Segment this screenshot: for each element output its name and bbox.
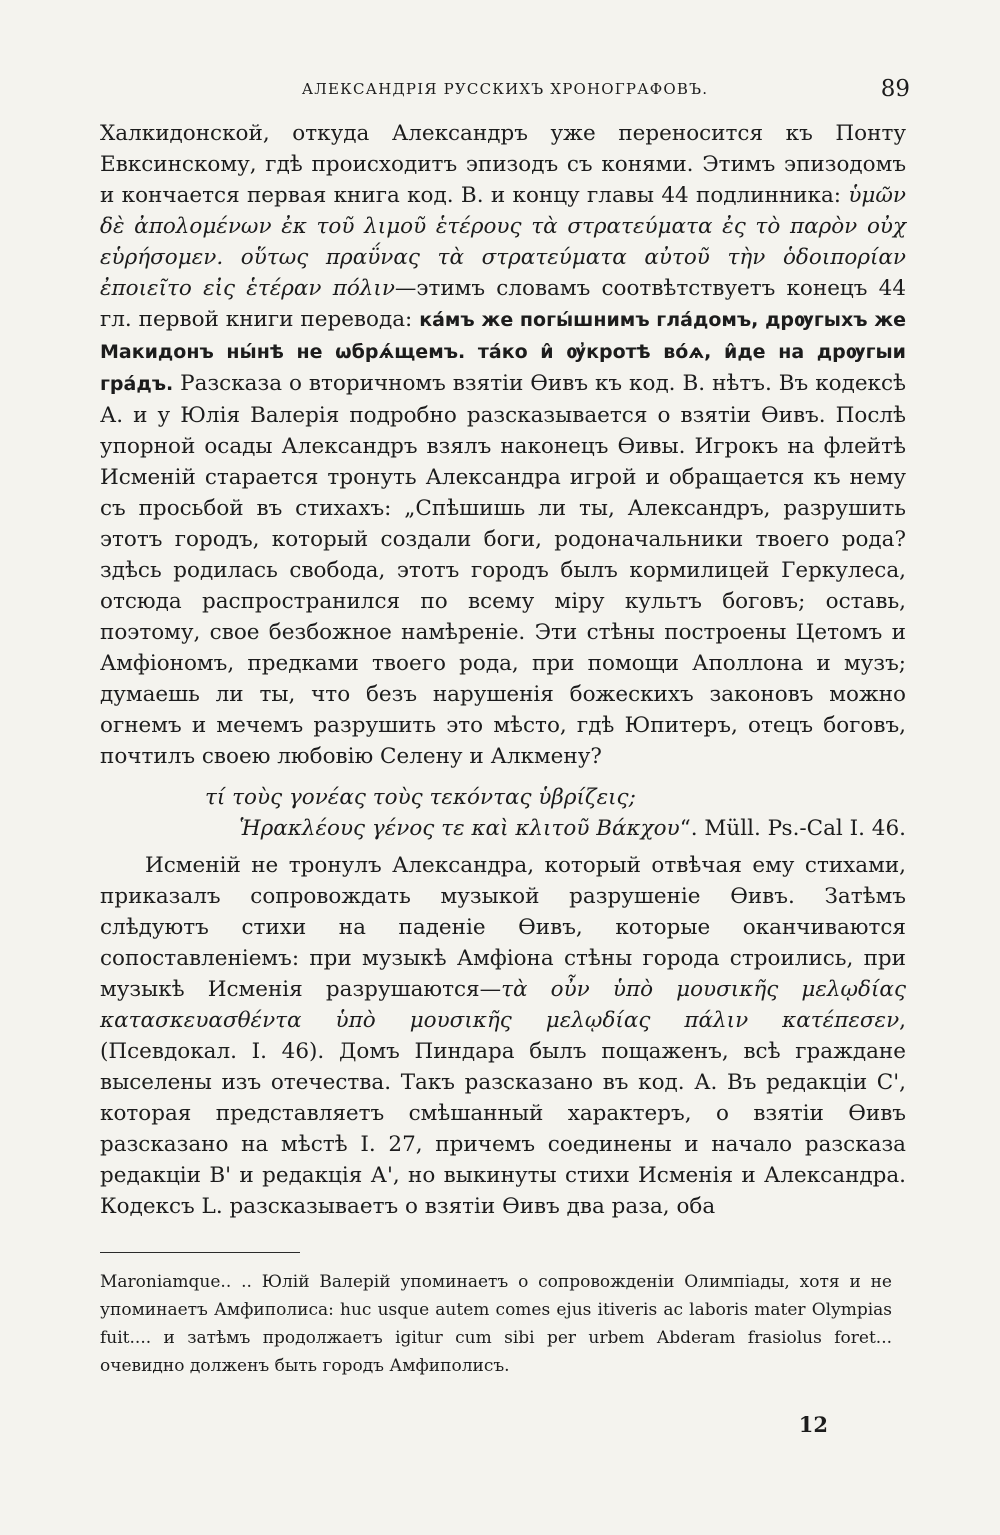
paragraph-2-text-b: , (Псевдокал. I. 46). Домъ Пиндара былъ пощаженъ, всѣ граждане выселены изъ отечества. Такъ разсказано въ код. А. Въ редакціи С', которая представляетъ смѣшанный характеръ, о взятіи Ѳивъ разсказано на мѣстѣ I. 27, причемъ соединены и начало разсказа редакціи В' и редакція А', но выкинуты стихи Исменія и Александра. Кодексъ L. разсказываетъ о взятіи Ѳивъ два раза, оба [100,1008,906,1219]
quote-line-2 [205,813,906,844]
quote-line-2-greek: Ἡρακλέους γένος τε καὶ κλιτοῦ Βάκχου [239,816,680,841]
paragraph-1-church-slavonic-citation: кáмъ же погы́шнимъ гла́домъ, дрѹгыхъ же Макидонъ ны́нѣ не ѡбрѧ́щемъ. та́ко и̂ ѹ̓кротѣ во́ѧ, и̂де на дрѹгыи гра́дъ. [100,309,906,395]
paragraph-1-text-a: Халкидонской, откуда Александръ уже переносится къ Понту Евксинскому, гдѣ происходитъ эпизодъ съ конями. Этимъ эпизодомъ и кончается первая книга код. В. и концу главы 44 подлинника: [100,121,906,208]
paragraph-1-text-b: —этимъ словамъ соотвѣтствуетъ конецъ 44 гл. первой книги перевода: [100,276,907,332]
paragraph-2 [100,850,906,1222]
running-title: АЛЕКСАНДРІЯ РУССКИХЪ ХРОНОГРАФОВЪ. [301,80,709,98]
signature-mark: 12 [798,1412,828,1437]
running-head [100,76,910,106]
paragraph-1-text-c: Разсказа о вторичномъ взятіи Ѳивъ къ код. В. нѣтъ. Въ кодексѣ А. и у Юлія Валерія подробно разсказывается о взятіи Ѳивъ. Послѣ упорной осады Александръ взялъ наконецъ Ѳивы. Игрокъ на флейтѣ Исменій старается тронуть Александра игрой и обращается къ нему съ просьбой въ стихахъ: „Спѣшишь ли ты, Александръ, разрушить этотъ городъ, который создали боги, родоначальники твоего рода? здѣсь родилась свобода, этотъ городъ былъ кормилицей Геркулеса, отсюда распространился по всему міру культъ боговъ; оставь, поэтому, свое безбожное намѣреніе. Эти стѣны построены Цетомъ и Амфіономъ, предками твоего рода, при помощи Аполлона и музъ; думаешь ли ты, что безъ нарушенія божескихъ законовъ можно огнемъ и мечемъ разрушить это мѣсто, гдѣ Юпитеръ, отецъ боговъ, почтилъ своею любовію Селену и Алкмену? [100,371,906,769]
paragraph-2-text-a: Исменій не тронулъ Александра, который отвѣчая ему стихами, приказалъ сопровождать музыкой разрушеніе Ѳивъ. Затѣмъ слѣдуютъ стихи на паденіе Ѳивъ, которые оканчиваются сопоставленіемъ: при музыкѣ Амфіона стѣны города строились, при музыкѣ Исменія разрушаются— [100,853,906,1002]
page-number: 89 [880,76,910,102]
paragraph-1-greek-citation: ὑμῶν δὲ ἀπολομένων ἐκ τοῦ λιμοῦ ἑτέρους τὰ στρατεύματα ἐς τὸ παρὸν οὐχ εὑρήσομεν. οὕτως πραΰνας τὰ στρατεύματα αὐτοῦ τὴν ὁδοιπορίαν ἐποιεῖτο εἰς ἑτέραν πόλιν [100,183,906,301]
paragraph-1 [100,118,906,772]
footnote: Maroniamque.. .. Юлій Валерій упоминаетъ о сопровожденіи Олимпіады, хотя и не упоминаетъ Амфиполиса: huc usque autem comes ejus itiveris ac laboris mater Olympias fuit.... и затѣмъ продолжаетъ igitur cum sibi per urbem Abderam frasiolus foret... очевидно долженъ быть городъ Амфиполисъ. [100,1272,892,1376]
quote-reference: “. Müll. Ps.-Cal I. 46. [679,816,906,841]
paragraph-2-greek-citation: τὰ οὖν ὑπὸ μουσικῆς μελῳδίας κατασκευασθέντα ὑπὸ μουσικῆς μελῳδίας πάλιν κατέπεσεν [100,977,906,1033]
greek-verse-quote [205,782,906,844]
footnote-divider [100,1252,300,1253]
quote-line-1: τί τοὺς γονέας τοὺς τεκόντας ὑβρίζεις; [205,785,636,810]
body-text [100,118,906,1222]
